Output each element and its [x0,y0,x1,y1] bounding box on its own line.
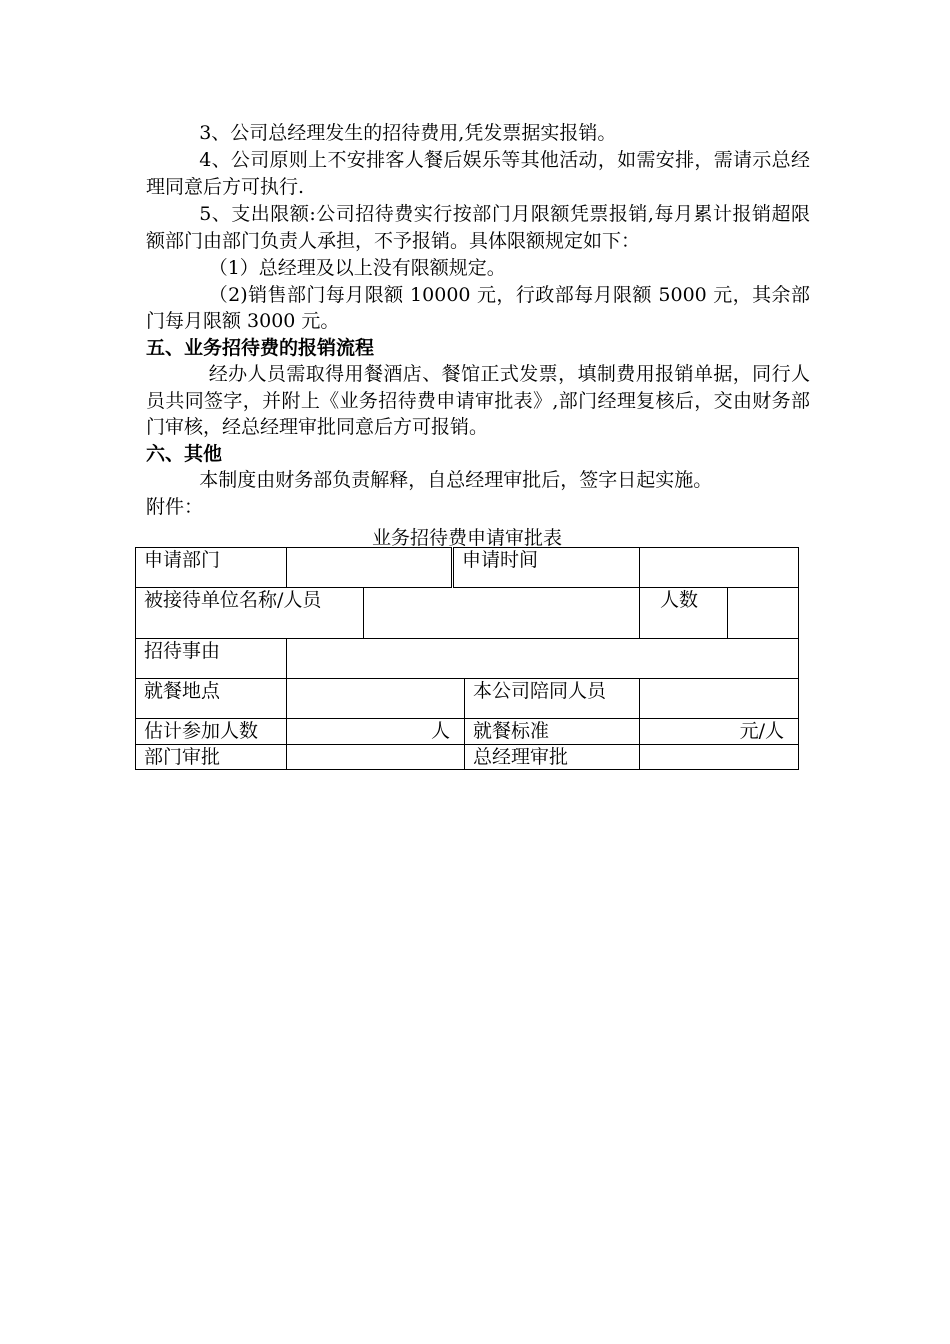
company-escort-label: 本公司陪同人员 [465,679,640,719]
paragraph-limit-2: （2)销售部门每月限额 10000 元，行政部每月限额 5000 元，其余部门每月限额 3000 元。 [146,283,810,332]
dining-place-label: 就餐地点 [136,679,287,719]
est-participants-label: 估计参加人数 [136,719,287,745]
apply-dept-label: 申请部门 [136,548,287,588]
paragraph-limit-1: （1）总经理及以上没有限额规定。 [208,257,506,279]
gm-approval-label: 总经理审批 [465,745,640,770]
form-title: 业务招待费申请审批表 [371,527,562,549]
form-row [136,745,799,770]
guest-unit-field[interactable] [364,588,640,639]
headcount-field[interactable] [728,588,799,639]
section-heading-other: 六、其他 [146,442,223,465]
dining-standard-field[interactable]: 元/人 [640,719,799,745]
form-row [136,719,799,745]
attachment-label: 附件： [146,495,204,518]
dept-approval-field[interactable] [287,745,465,770]
form-row [136,588,799,639]
form-row [136,548,799,588]
guest-unit-label: 被接待单位名称/人员 [136,588,364,639]
form-row [136,679,799,719]
headcount-label: 人数 [640,588,728,639]
reason-field[interactable] [287,639,799,679]
gm-approval-field[interactable] [640,745,799,770]
dining-place-field[interactable] [287,679,465,719]
apply-time-label: 申请时间 [453,548,640,588]
body-text [146,120,810,520]
dining-standard-label: 就餐标准 [465,719,640,745]
paragraph-reimbursement: 3、公司总经理发生的招待费用,凭发票据实报销。 [199,122,617,144]
paragraph-spending-limit: 5、支出限额:公司招待费实行按部门月限额凭票报销,每月累计报销超限额部门由部门负责人承担，不予报销。具体限额规定如下： [146,203,810,252]
reason-label: 招待事由 [136,639,287,679]
paragraph-interpretation: 本制度由财务部负责解释，自总经理审批后，签字日起实施。 [199,469,713,491]
paragraph-process: 经办人员需取得用餐酒店、餐馆正式发票，填制费用报销单据，同行人员共同签字，并附上《业务招待费申请审批表》,部门经理复核后，交由财务部门审核，经总经理审批同意后方可报销。 [146,363,810,438]
dept-approval-label: 部门审批 [136,745,287,770]
form-row [136,639,799,679]
approval-form-table [135,547,799,770]
apply-time-field[interactable] [640,548,799,588]
section-heading-process: 五、业务招待费的报销流程 [146,336,375,359]
apply-dept-field[interactable] [287,548,453,588]
paragraph-entertainment: 4、公司原则上不安排客人餐后娱乐等其他活动，如需安排，需请示总经理同意后方可执行. [146,149,810,198]
est-participants-field[interactable]: 人 [287,719,465,745]
company-escort-field[interactable] [640,679,799,719]
